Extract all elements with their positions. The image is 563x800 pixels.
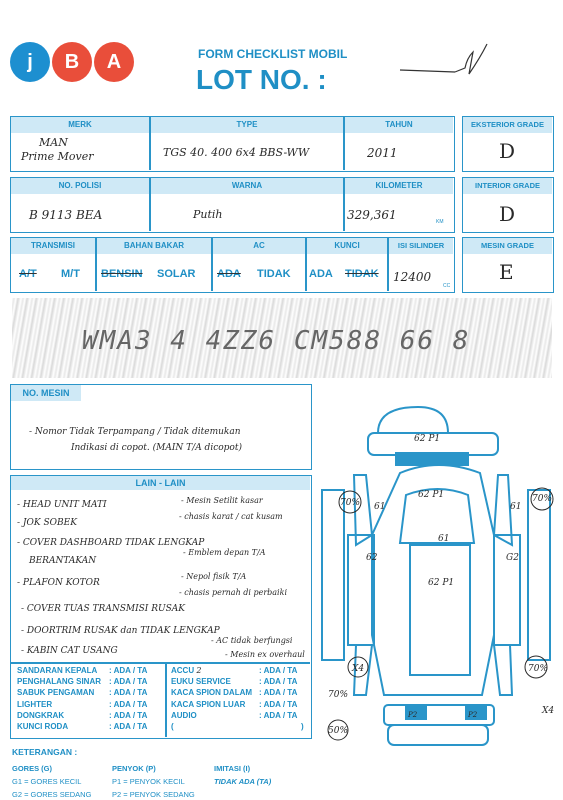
ac-header: AC	[213, 238, 305, 254]
check-buku: EUKU SERVICE	[171, 677, 231, 686]
imitasi-title: IMITASI (I)	[214, 764, 251, 773]
note-right-7: - Mesin ex overhaul	[225, 650, 305, 659]
no-mesin-box	[10, 384, 312, 470]
mark-6: G2	[506, 553, 519, 563]
logo-circle-j: j	[10, 42, 50, 82]
note-left-2: - JOK SOBEK	[17, 518, 77, 528]
note-left-7: - DOORTRIM RUSAK dan TIDAK LENGKAP	[21, 626, 220, 636]
chassis-rubbing	[12, 298, 552, 378]
tidak-ada: TIDAK ADA (TA)	[214, 777, 272, 786]
exterior-value: D	[499, 139, 516, 163]
mark-11: X4	[352, 664, 365, 674]
penyok-title: PENYOK (P)	[112, 764, 156, 773]
ac-ada: ADA	[217, 268, 241, 280]
mark-2: 62 P1	[418, 490, 445, 500]
note-right-3: - Emblem depan T/A	[183, 548, 266, 557]
merk-header: MERK	[11, 117, 149, 133]
gores-g1: G1 = GORES KECIL	[12, 777, 82, 786]
exterior-grade-box	[462, 116, 554, 172]
penyok-p2: P2 = PENYOK SEDANG	[112, 790, 195, 799]
check-penghalang-val: : ADA / TA	[109, 677, 148, 686]
kunci-header: KUNCI	[307, 238, 387, 254]
note-right-5: - chasis pernah di perbaiki	[179, 588, 288, 597]
check-spion-luar-val: : ADA / TA	[259, 700, 298, 709]
logo-circle-b: B	[52, 42, 92, 82]
bahan-solar: SOLAR	[157, 268, 196, 280]
mesin-grade-value: E	[499, 260, 514, 284]
interior-header: INTERIOR GRADE	[463, 178, 552, 194]
tahun-value: 2011	[367, 146, 398, 160]
bahan-header: BAHAN BAKAR	[97, 238, 211, 254]
chassis-number: WMA3 4 4ZZ6 CM588 66 8	[82, 326, 471, 356]
signature-mark	[395, 38, 495, 83]
ac-tidak: TIDAK	[257, 268, 291, 280]
note-left-1: - HEAD UNIT MATI	[17, 500, 107, 510]
km-header: KILOMETER	[345, 178, 453, 194]
car-diagram	[318, 395, 563, 755]
type-header: TYPE	[151, 117, 343, 133]
merk-value-1: MAN	[39, 136, 68, 149]
isi-header: ISI SILINDER	[389, 238, 453, 254]
row-polisi-warna	[10, 177, 455, 233]
mark-4: 62	[366, 553, 378, 563]
mark-14: 50%	[328, 726, 349, 736]
mark-3: 61	[438, 534, 450, 544]
keterangan-title: KETERANGAN :	[12, 747, 78, 757]
mark-1: 62 P1	[414, 434, 441, 444]
check-dongkrak-val: : ADA / TA	[109, 711, 148, 720]
row-transmisi	[10, 237, 455, 293]
check-penghalang: PENGHALANG SINAR	[17, 677, 102, 686]
mark-12: 70%	[328, 690, 349, 700]
row-merk-type	[10, 116, 455, 172]
isi-unit: CC	[443, 283, 451, 289]
check-kunci-roda-val: : ADA / TA	[109, 722, 148, 731]
logo	[10, 40, 134, 86]
interior-value: D	[499, 202, 516, 226]
note-left-3: - COVER DASHBOARD TIDAK LENGKAP	[17, 538, 205, 548]
mark-10: 61	[510, 502, 522, 512]
transmisi-header: TRANSMISI	[11, 238, 95, 254]
check-other-open: (	[171, 722, 174, 731]
lain-header: LAIN - LAIN	[11, 476, 310, 490]
mark-5: 62 P1	[428, 578, 455, 588]
interior-grade-box	[462, 177, 554, 233]
lot-label: LOT NO. :	[196, 64, 327, 95]
mark-15: P2	[408, 711, 418, 719]
gores-title: GORES (G)	[12, 764, 53, 773]
note-right-4: - Nepol fisik T/A	[181, 572, 247, 581]
check-other-close: )	[301, 722, 304, 731]
no-mesin-header: NO. MESIN	[11, 385, 81, 401]
check-lighter: LIGHTER	[17, 700, 53, 709]
polisi-header: NO. POLISI	[11, 178, 149, 194]
penyok-p1: P1 = PENYOK KECIL	[112, 777, 185, 786]
kunci-ada: ADA	[309, 268, 333, 280]
check-accu-val: : ADA / TA	[259, 666, 298, 675]
check-lighter-val: : ADA / TA	[109, 700, 148, 709]
warna-value: Putih	[193, 208, 223, 221]
gores-g2: G2 = GORES SEDANG	[12, 790, 92, 799]
mesin-grade-header: MESIN GRADE	[463, 238, 552, 254]
isi-value: 12400	[393, 270, 432, 284]
check-audio: AUDIO	[171, 711, 197, 720]
check-kunci-roda: KUNCI RODA	[17, 722, 69, 731]
bahan-bensin: BENSIN	[101, 268, 143, 280]
note-left-5: - PLAFON KOTOR	[17, 578, 100, 588]
check-spion-dalam: KACA SPION DALAM	[171, 688, 253, 697]
no-mesin-line-1: - Nomor Tidak Terpampang / Tidak ditemukan	[29, 427, 241, 437]
check-dongkrak: DONGKRAK	[17, 711, 65, 720]
note-left-8: - KABIN CAT USANG	[21, 646, 118, 656]
note-right-1: - Mesin Setilit kasar	[181, 496, 263, 505]
mark-8: 61	[374, 502, 386, 512]
check-audio-val: : ADA / TA	[259, 711, 298, 720]
tahun-header: TAHUN	[345, 117, 453, 133]
mark-16: P2	[468, 711, 478, 719]
transmisi-mt: M/T	[61, 268, 80, 280]
logo-circle-a: A	[94, 42, 134, 82]
type-value: TGS 40. 400 6x4 BBS-WW	[163, 146, 310, 159]
mark-13: 70%	[528, 664, 549, 674]
no-mesin-line-2: Indikasi di copot. (MAIN T/A dicopot)	[71, 443, 242, 453]
mark-17: X4	[542, 706, 555, 716]
check-buku-val: : ADA / TA	[259, 677, 298, 686]
check-sandaran-val: : ADA / TA	[109, 666, 148, 675]
check-accu: ACCU 2	[171, 666, 202, 675]
note-right-2: - chasis karat / cat kusam	[179, 512, 283, 521]
note-left-6: - COVER TUAS TRANSMISI RUSAK	[21, 604, 185, 614]
merk-value-2: Prime Mover	[21, 150, 94, 163]
kunci-tidak: TIDAK	[345, 268, 379, 280]
mesin-grade-box	[462, 237, 554, 293]
exterior-header: EKSTERIOR GRADE	[463, 117, 552, 133]
km-unit: KM	[436, 219, 444, 225]
check-sabuk-val: : ADA / TA	[109, 688, 148, 697]
check-sandaran: SANDARAN KEPALA	[17, 666, 98, 675]
transmisi-at: A/T	[19, 268, 37, 280]
note-right-6: - AC tidak berfungsi	[211, 636, 293, 645]
check-spion-luar: KACA SPION LUAR	[171, 700, 246, 709]
note-left-4: BERANTAKAN	[29, 556, 97, 566]
check-spion-dalam-val: : ADA / TA	[259, 688, 298, 697]
mark-7: 70%	[340, 498, 361, 508]
warna-header: WARNA	[151, 178, 343, 194]
mark-9: 70%	[532, 494, 553, 504]
lain-lain-box	[10, 475, 312, 739]
form-title: FORM CHECKLIST MOBIL	[198, 47, 348, 61]
polisi-value: B 9113 BEA	[29, 208, 103, 222]
check-sabuk: SABUK PENGAMAN	[17, 688, 95, 697]
km-value: 329,361	[347, 208, 397, 222]
